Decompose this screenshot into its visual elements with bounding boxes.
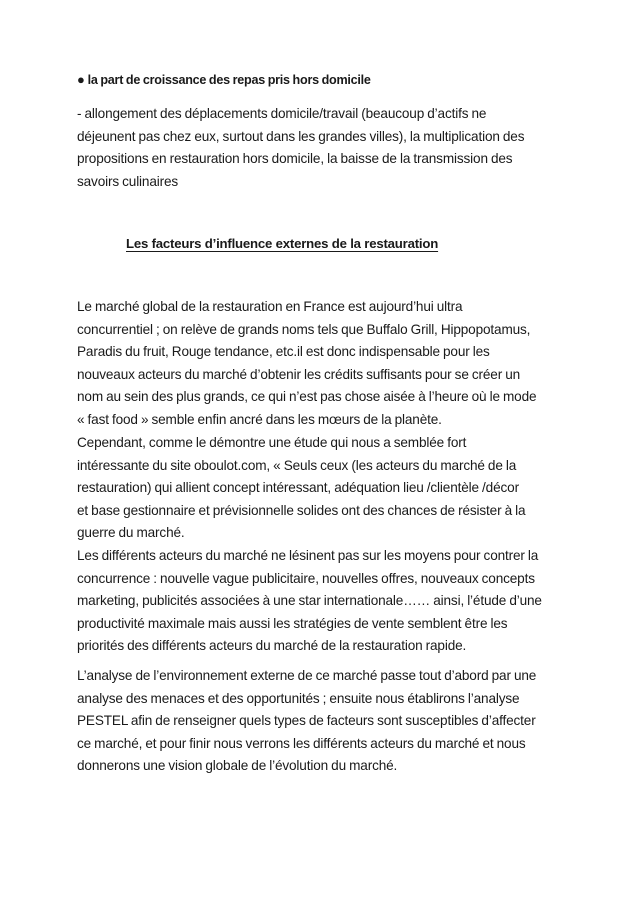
paragraph-line: L’analyse de l’environnement externe de ce marché passe tout d’abord par une xyxy=(77,668,537,683)
paragraph-line: déjeunent pas chez eux, surtout dans les grandes villes), la multiplication des xyxy=(77,128,525,144)
paragraph-line: Paradis du fruit, Rouge tendance, etc.il est donc indispensable pour les xyxy=(77,344,490,360)
paragraph-line: Les différents acteurs du marché ne lésinent pas sur les moyens pour contrer la xyxy=(77,548,539,563)
paragraph-line: concurrentiel ; on relève de grands noms tels que Buffalo Grill, Hippopotamus, xyxy=(77,321,531,337)
paragraph-line: ce marché, et pour finir nous verrons les différents acteurs du marché et nous xyxy=(77,735,526,751)
paragraph-line: concurrence : nouvelle vague publicitaire, nouvelles offres, nouveaux concepts xyxy=(77,570,535,586)
paragraph-line: analyse des menaces et des opportunités ; ensuite nous établirons l’analyse xyxy=(77,690,520,706)
paragraph-1 xyxy=(77,103,565,193)
paragraph-line: savoirs culinaires xyxy=(77,173,179,189)
bullet-point xyxy=(77,69,565,92)
paragraph-line: intéressante du site oboulot.com, « Seuls ceux (les acteurs du marché de la xyxy=(77,457,517,473)
paragraph-line: restauration) qui allient concept intéressant, adéquation lieu /clientèle /décor xyxy=(77,480,519,496)
paragraph-line: Cependant, comme le démontre une étude qui nous a semblée fort xyxy=(77,435,467,450)
bullet-text: la part de croissance des repas pris hors domicile xyxy=(87,73,371,87)
paragraph-line: marketing, publicités associées à une star internationale…… ainsi, l’étude d’une xyxy=(77,593,542,609)
section-heading: Les facteurs d’influence externes de la restauration xyxy=(126,236,439,251)
paragraph-line: donnerons une vision globale de l’évolution du marché. xyxy=(77,758,398,774)
paragraph-2 xyxy=(77,296,565,432)
bullet-icon: ● xyxy=(77,72,85,87)
paragraph-line: guerre du marché. xyxy=(77,525,185,541)
paragraph-line: « fast food » semble enfin ancré dans les mœurs de la planète. xyxy=(77,411,442,427)
paragraph-line: Le marché global de la restauration en France est aujourd’hui ultra xyxy=(77,299,463,314)
paragraph-3 xyxy=(77,432,565,545)
paragraph-line: PESTEL afin de renseigner quels types de facteurs sont susceptibles d’affecter xyxy=(77,713,536,729)
paragraph-line: priorités des différents acteurs du marché de la restauration rapide. xyxy=(77,638,467,654)
paragraph-4 xyxy=(77,545,565,658)
paragraph-line: nom au sein des plus grands, ce qui n’est pas chose aisée à l’heure où le mode xyxy=(77,389,537,405)
paragraph-line: nouveaux acteurs du marché d’obtenir les crédits suffisants pour se créer un xyxy=(77,366,521,382)
paragraph-line: - allongement des déplacements domicile/travail (beaucoup d’actifs ne xyxy=(77,106,487,121)
paragraph-line: propositions en restauration hors domicile, la baisse de la transmission des xyxy=(77,151,513,167)
paragraph-line: et base gestionnaire et prévisionnelle solides ont des chances de résister à la xyxy=(77,502,526,518)
paragraph-5 xyxy=(77,665,565,778)
paragraph-line: productivité maximale mais aussi les stratégies de vente semblent être les xyxy=(77,615,508,631)
